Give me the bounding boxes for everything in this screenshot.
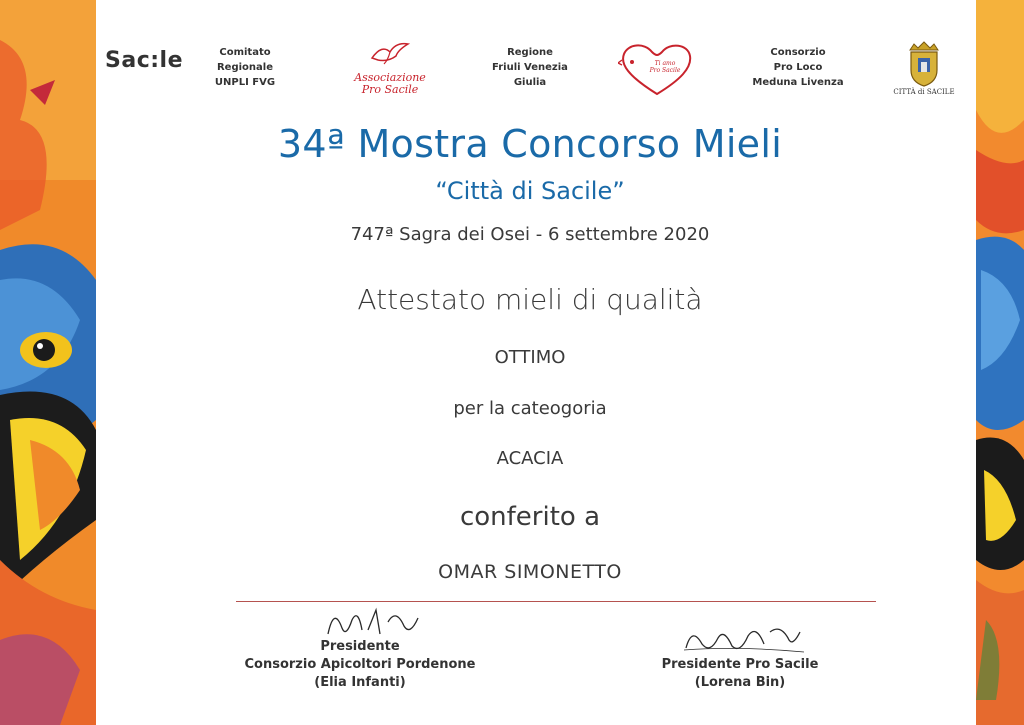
heart-line-2: Pro Sacile [649, 67, 681, 74]
pro-sacile-logo [345, 38, 435, 96]
right-decorative-artwork [976, 0, 1024, 725]
regione-line-2: Friuli Venezia [492, 62, 568, 73]
award-title: Attestato mieli di qualità [357, 283, 703, 316]
right-signature-name: (Lorena Bin) [694, 675, 786, 690]
heart-line-1: Ti amo [654, 60, 676, 67]
right-signature-image [680, 618, 810, 658]
conferred-label: conferito a [459, 502, 601, 532]
regione-line-3: Giulia [513, 77, 547, 88]
recipient-name: OMAR SIMONETTO [438, 561, 622, 583]
left-signature-block [220, 638, 500, 692]
toucan-artwork [0, 0, 96, 725]
parrot-artwork [976, 0, 1024, 725]
event-line: 747ª Sagra dei Osei - 6 settembre 2020 [350, 224, 710, 245]
left-signature-org: Consorzio Apicoltori Pordenone [244, 657, 476, 672]
regione-logo-text [475, 45, 585, 90]
left-signature-role: Presidente [320, 639, 400, 654]
sacile-logo: Sac:le [105, 48, 183, 73]
category: ACACIA [496, 448, 564, 469]
crest-icon [904, 40, 944, 88]
unpli-line-2: Regionale [216, 62, 273, 73]
pro-sacile-line-2: Pro Sacile [361, 83, 419, 96]
rating: OTTIMO [494, 347, 566, 368]
crest-label: CITTÀ di SACILE [893, 88, 955, 96]
unpli-line-1: Comitato [219, 47, 271, 58]
certificate-subtitle: “Città di Sacile” [435, 177, 625, 205]
consorzio-line-3: Meduna Livenza [752, 77, 844, 88]
consorzio-logo-text [748, 45, 848, 90]
consorzio-line-2: Pro Loco [773, 62, 823, 73]
heart-logo [618, 40, 696, 98]
unpli-logo-text [200, 45, 290, 90]
pro-sacile-bird-icon [368, 38, 412, 68]
certificate-title: 34ª Mostra Concorso Mieli [277, 122, 783, 166]
consorzio-line-1: Consorzio [770, 47, 826, 58]
right-signature-block [640, 656, 840, 692]
left-decorative-artwork [0, 0, 96, 725]
unpli-line-3: UNPLI FVG [214, 77, 276, 88]
citta-crest [888, 40, 960, 96]
right-signature-role: Presidente Pro Sacile [661, 657, 819, 672]
category-label: per la cateogoria [453, 398, 607, 419]
left-signature-image [318, 600, 428, 642]
left-signature-name: (Elia Infanti) [314, 675, 406, 690]
regione-line-1: Regione [507, 47, 553, 58]
pro-sacile-line-1: Associazione [354, 71, 426, 84]
